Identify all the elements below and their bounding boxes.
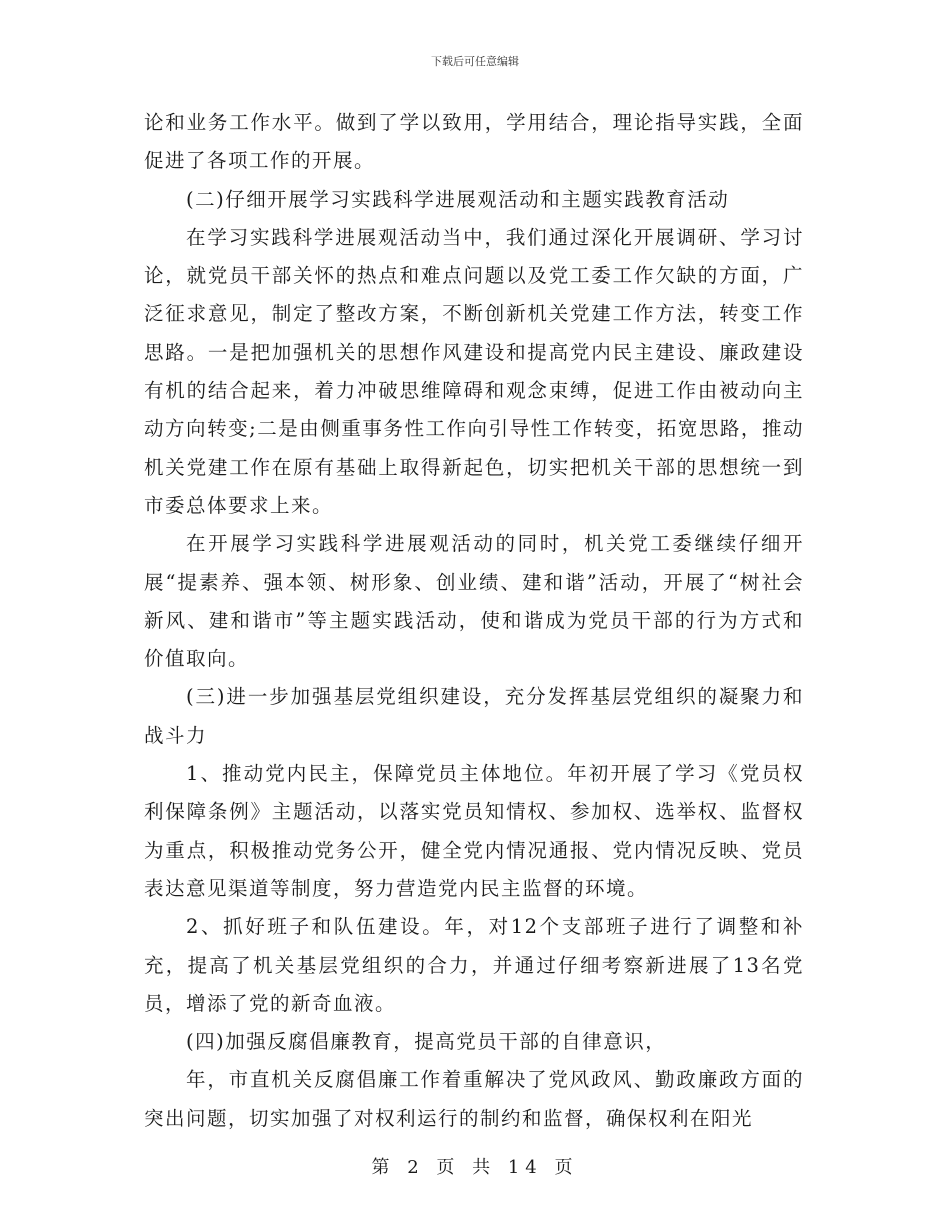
paragraph-2: 在学习实践科学进展观活动当中，我们通过深化开展调研、学习讨论，就党员干部关怀的热点和难点问题以及党工委工作欠缺的方面，广泛征求意见，制定了整改方案，不断创新机关党建工作方法，转变工作思路。一是把加强机关的思想作风建设和提高党内民主建设、廉政建设有机的结合起来，着力冲破思维障碍和观念束缚，促进工作由被动向主动方向转变;二是由侧重事务性工作向引导性工作转变，拓宽思路，推动机关党建工作在原有基础上取得新起色，切实把机关干部的思想统一到市委总体要求上来。	[144, 225, 804, 517]
page-number-footer: 第 2 页 共 14 页	[371, 1157, 579, 1178]
paragraph-1: 论和业务工作水平。做到了学以致用，学用结合，理论指导实践，全面促进了各项工作的开展。	[144, 111, 804, 173]
paragraph-5: 2、抓好班子和队伍建设。年，对12个支部班子进行了调整和补充，提高了机关基层党组织的合力，并通过仔细考察新进展了13名党员，增添了党的新奇血液。	[144, 915, 804, 1015]
section-heading-3: (三)进一步加强基层党组织建设，充分发挥基层党组织的凝聚力和战斗力	[144, 685, 804, 747]
document-body	[144, 104, 804, 1138]
page-header: 下载后可任意编辑	[431, 55, 519, 68]
section-heading-4: (四)加强反腐倡廉教育，提高党员干部的自律意识，	[186, 1030, 667, 1054]
paragraph-3: 在开展学习实践科学进展观活动的同时，机关党工委继续仔细开展“提素养、强本领、树形象、创业绩、建和谐”活动，开展了“树社会新风、建和谐市”等主题实践活动，使和谐成为党员干部的行为方式和价值取向。	[144, 532, 804, 671]
section-heading-2: (二)仔细开展学习实践科学进展观活动和主题实践教育活动	[186, 187, 730, 211]
paragraph-4: 1、推动党内民主，保障党员主体地位。年初开展了学习《党员权利保障条例》主题活动，以落实党员知情权、参加权、选举权、监督权为重点，积极推动党务公开，健全党内情况通报、党内情况反映、党员表达意见渠道等制度，努力营造党内民主监督的环境。	[144, 762, 804, 900]
paragraph-6: 年，市直机关反腐倡廉工作着重解决了党风政风、勤政廉政方面的突出问题，切实加强了对权利运行的制约和监督，确保权利在阳光	[144, 1068, 804, 1130]
